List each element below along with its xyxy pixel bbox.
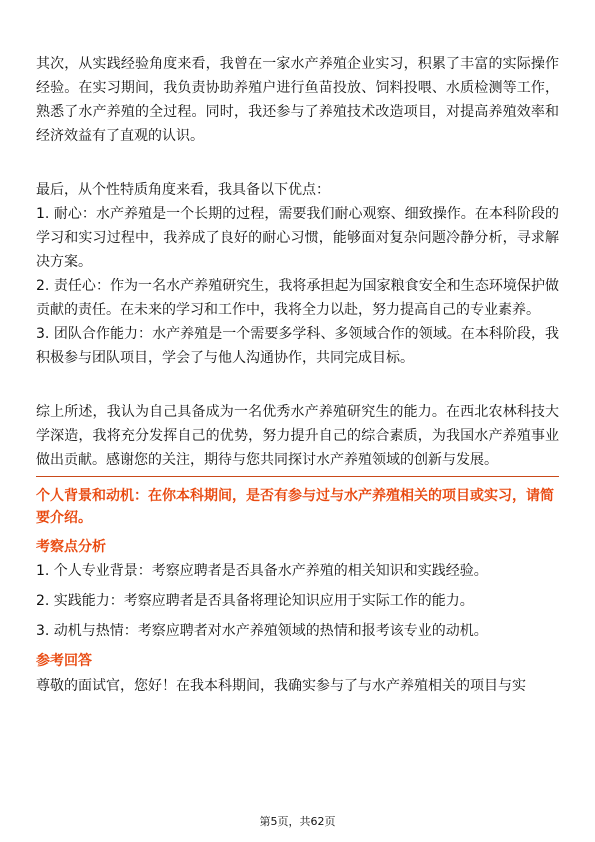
analysis-item-background: 1. 个人专业背景：考察应聘者是否具备水产养殖的相关知识和实践经验。 — [36, 563, 488, 579]
reference-answer-heading: 参考回答 — [36, 653, 92, 669]
analysis-item-practice: 2. 实践能力：考察应聘者是否具备将理论知识应用于实际工作的能力。 — [36, 593, 474, 609]
reference-answer-text: 尊敬的面试官，您好！在我本科期间，我确实参与了与水产养殖相关的项目与实 — [36, 678, 526, 694]
section-divider — [36, 476, 559, 477]
practice-paragraph: 其次，从实践经验角度来看，我曾在一家水产养殖企业实习，积累了丰富的实际操作经验。在实习期间，我负责协助养殖户进行鱼苗投放、饲料投喂、水质检测等工作，熟悉了水产养殖的全过程。同时，我还参与了养殖技术改造项目，对提高养殖效率和经济效益有了直观的认识。 — [36, 56, 559, 144]
trait-item-teamwork: 3. 团队合作能力：水产养殖是一个需要多学科、多领域合作的领域。在本科阶段，我积极参与团队项目，学会了与他人沟通协作，共同完成目标。 — [36, 326, 559, 366]
conclusion-paragraph: 综上所述，我认为自己具备成为一名优秀水产养殖研究生的能力。在西北农林科技大学深造，我将充分发挥自己的优势，努力提升自己的综合素质，为我国水产养殖事业做出贡献。感谢您的关注，期待与您共同探讨水产养殖领域的创新与发展。 — [36, 404, 559, 468]
trait-item-responsibility: 2. 责任心：作为一名水产养殖研究生，我将承担起为国家粮食安全和生态环境保护做贡献的责任。在未来的学习和工作中，我将全力以赴，努力提高自己的专业素养。 — [36, 278, 559, 318]
page-number: 第5页，共62页 — [259, 815, 336, 828]
interview-question: 个人背景和动机：在你本科期间，是否有参与过与水产养殖相关的项目或实习，请简要介绍。 — [36, 488, 554, 526]
traits-intro: 最后，从个性特质角度来看，我具备以下优点： — [36, 182, 330, 198]
paragraph-spacer — [36, 148, 559, 178]
analysis-heading: 考察点分析 — [36, 539, 106, 555]
page-content — [36, 52, 559, 697]
paragraph-spacer — [36, 370, 559, 400]
analysis-item-motivation: 3. 动机与热情：考察应聘者对水产养殖领域的热情和报考该专业的动机。 — [36, 623, 488, 639]
trait-item-patience: 1. 耐心：水产养殖是一个长期的过程，需要我们耐心观察、细致操作。在本科阶段的学习和实习过程中，我养成了良好的耐心习惯，能够面对复杂问题冷静分析，寻求解决方案。 — [36, 206, 559, 270]
